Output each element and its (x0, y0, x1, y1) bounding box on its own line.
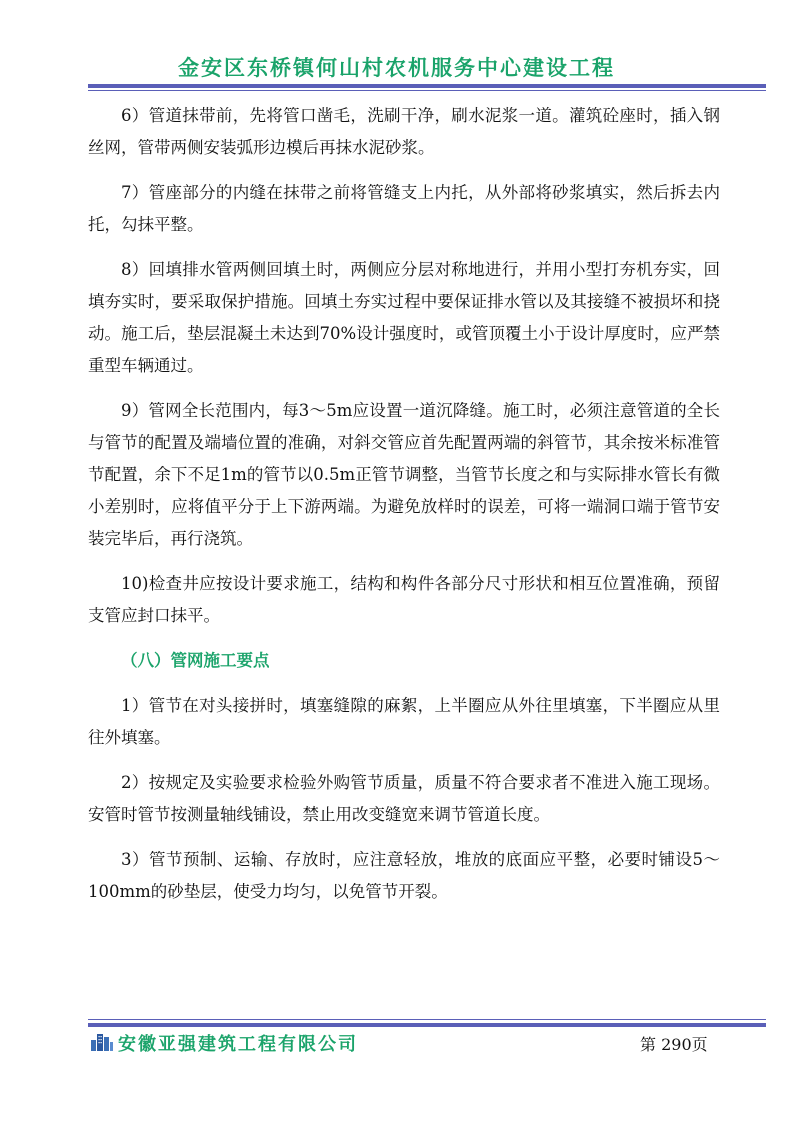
paragraph-10: 10)检查井应按设计要求施工，结构和构件各部分尺寸形状和相互位置准确，预留支管应封口抹平。 (88, 574, 720, 625)
building-logo-icon (90, 1031, 114, 1056)
paragraph-7: 7）管座部分的内缝在抹带之前将管缝支上内托，从外部将砂浆填实，然后拆去内托，勾抹平整。 (88, 183, 720, 234)
paragraph-2: 2）按规定及实验要求检验外购管节质量，质量不符合要求者不准进入施工现场。安管时管节按测量轴线铺设，禁止用改变缝宽来调节管道长度。 (88, 773, 720, 824)
footer-rule-thick (88, 1023, 766, 1027)
footer-rule-thin (88, 1019, 766, 1020)
document-body (88, 100, 720, 921)
paragraph-1: 1）管节在对头接拼时，填塞缝隙的麻絮，上半圈应从外往里填塞，下半圈应从里往外填塞。 (88, 696, 720, 747)
footer-company (90, 1030, 358, 1056)
header-rule-thin (88, 90, 766, 91)
paragraph-3: 3）管节预制、运输、存放时，应注意轻放，堆放的底面应平整，必要时铺设5～100mm的砂垫层，使受力均匀，以免管节开裂。 (88, 850, 720, 901)
company-name: 安徽亚强建筑工程有限公司 (118, 1034, 358, 1055)
page-number: 第 290页 (640, 1035, 708, 1054)
paragraph-8: 8）回填排水管两侧回填土时，两侧应分层对称地进行，并用小型打夯机夯实，回填夯实时，要采取保护措施。回填土夯实过程中要保证排水管以及其接缝不被损坏和挠动。施工后，垫层混凝土未达到70%设计强度时，或管顶覆土小于设计厚度时，应严禁重型车辆通过。 (88, 260, 720, 375)
document-title: 金安区东桥镇何山村农机服务中心建设工程 (178, 56, 615, 80)
section-heading: （八）管网施工要点 (121, 651, 270, 670)
paragraph-6: 6）管道抹带前，先将管口凿毛，洗刷干净，刷水泥浆一道。灌筑砼座时，插入钢丝网，管带两侧安装弧形边模后再抹水泥砂浆。 (88, 106, 720, 157)
paragraph-9: 9）管网全长范围内，每3～5m应设置一道沉降缝。施工时，必须注意管道的全长与管节的配置及端墙位置的准确，对斜交管应首先配置两端的斜管节，其余按米标准管节配置，余下不足1m的管节以0.5m正管节调整，当管节长度之和与实际排水管长有微小差别时，应将值平分于上下游两端。为避免放样时的误差，可将一端洞口端于管节安装完毕后，再行浇筑。 (88, 401, 720, 548)
header-rule-thick (88, 84, 766, 88)
